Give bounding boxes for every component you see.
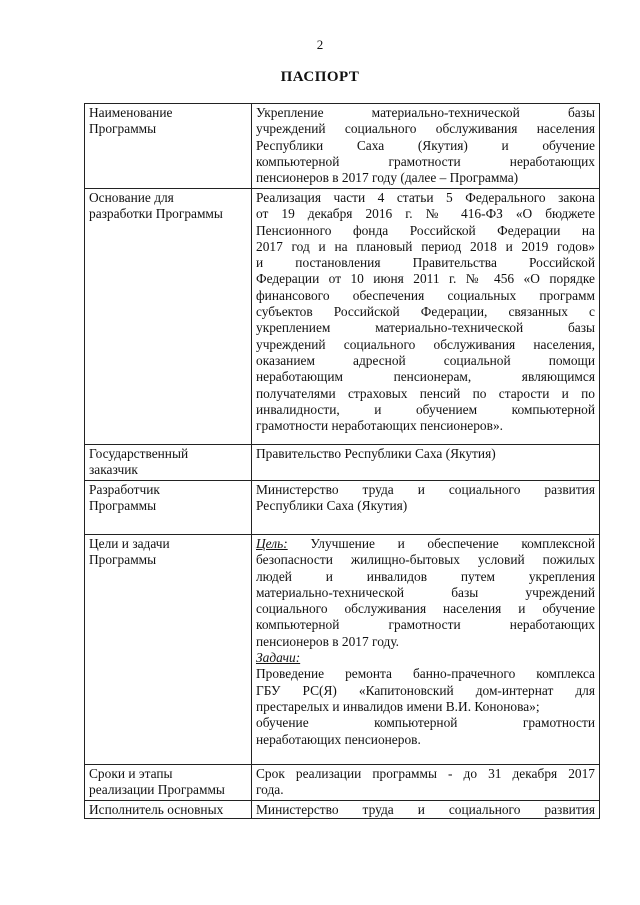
row-value-developer: Министерство труда и социального развития Республики Саха (Якутия) [252, 481, 600, 535]
table-row [85, 765, 600, 801]
row-label-program-name: Наименование Программы [85, 104, 252, 189]
table-row [85, 445, 600, 481]
goal-first-line: Цель: Улучшение и обеспечение комплексной [256, 536, 595, 551]
row-label-timeline: Сроки и этапы реализации Программы [85, 765, 252, 801]
table-row [85, 535, 600, 765]
row-value-basis: Реализация части 4 статьи 5 Федерального закона от 19 декабря 2016 г. № 416-ФЗ «О бюджете Пенсионного фонда Российской Федерации на 2017 год и на плановый период 2018 и 2019 годов» и постановления Правительства Российской Федерации от 10 июня 2011 г. № 456 «О порядке финансового обеспечения социальных программ субъектов Российской Федерации, связанных с укреплением материально-технической базы учреждений социального обслуживания населения, оказанием адресной социальной помощи неработающим пенсионерам, являющимся получателями страховых пенсий по старости и по инвалидности, и обучением компьютерной грамотности неработающих пенсионеров». [252, 189, 600, 445]
passport-table [84, 103, 600, 819]
row-value-program-name: Укрепление материально-технической базы учреждений социального обслуживания населения Республики Саха (Якутия) и обучение компьютерной грамотности неработающих пенсионеров в 2017 году (далее – Программа) [252, 104, 600, 189]
row-label-goals: Цели и задачи Программы [85, 535, 252, 765]
goal-heading: Цель: [256, 536, 288, 551]
page-number: 2 [316, 37, 324, 52]
row-value-executor: Министерство труда и социального развития [252, 801, 600, 819]
table-row [85, 481, 600, 535]
tasks-heading: Задачи: [256, 650, 301, 666]
row-label-customer: Государственный заказчик [85, 445, 252, 481]
row-label-developer: Разработчик Программы [85, 481, 252, 535]
table-row [85, 801, 600, 819]
row-label-basis: Основание для разработки Программы [85, 189, 252, 445]
table-row [85, 104, 600, 189]
row-value-customer: Правительство Республики Саха (Якутия) [252, 445, 600, 481]
row-value-timeline: Срок реализации программы - до 31 декабря 2017 года. [252, 765, 600, 801]
row-label-executor: Исполнитель основных [85, 801, 252, 819]
document-title: ПАСПОРТ [280, 69, 360, 85]
table-row [85, 189, 600, 445]
row-value-goals: Цель: Улучшение и обеспечение комплексной безопасности жилищно-бытовых условий пожилых людей и инвалидов путем укрепления материально-технической базы учреждений социального обслуживания населения и обучение компьютерной грамотности неработающих пенсионеров в 2017 году. Задачи: Проведение ремонта банно-прачечного комплекса ГБУ РС(Я) «Капитоновский дом-интернат для престарелых и инвалидов имени В.И. Кононова»; обучение компьютерной грамотности неработающих пенсионеров. [252, 535, 600, 765]
